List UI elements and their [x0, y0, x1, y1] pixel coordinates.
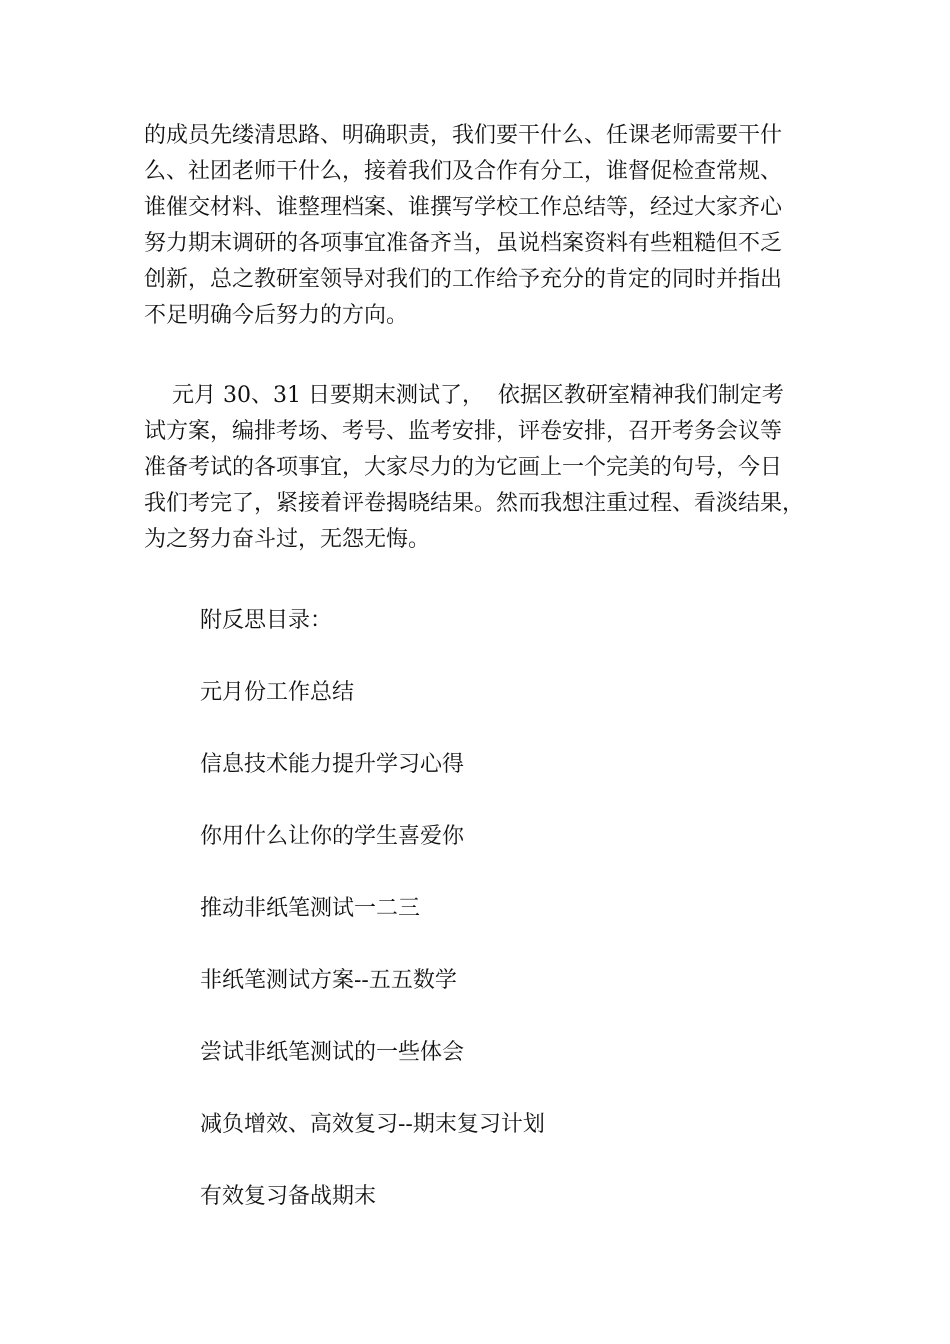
paragraph-line: 为之努力奋斗过，无怨无悔。 [144, 527, 431, 552]
paragraph-line: 努力期末调研的各项事宜准备齐当，虽说档案资料有些粗糙但不乏 [144, 231, 783, 256]
body-paragraph [144, 378, 834, 558]
body-paragraph [144, 118, 834, 334]
appendix-item: 推动非纸笔测试一二三 [200, 896, 421, 921]
appendix-item: 信息技术能力提升学习心得 [200, 752, 465, 777]
paragraph-line: 谁催交材料、谁整理档案、谁撰写学校工作总结等，经过大家齐心 [144, 195, 783, 220]
paragraph-line: 元月 30、31 日要期末测试了， 依据区教研室精神我们制定考 [144, 383, 784, 408]
appendix-item: 减负增效、高效复习--期末复习计划 [200, 1112, 545, 1137]
paragraph-line: 么、社团老师干什么，接着我们及合作有分工，谁督促检查常规、 [144, 159, 783, 184]
appendix-item: 尝试非纸笔测试的一些体会 [200, 1040, 465, 1065]
appendix-item: 元月份工作总结 [200, 680, 355, 705]
appendix-item: 有效复习备战期末 [200, 1184, 377, 1209]
paragraph-line: 不足明确今后努力的方向。 [144, 303, 409, 328]
appendix-item: 非纸笔测试方案--五五数学 [200, 968, 457, 993]
appendix-heading: 附反思目录： [200, 608, 333, 633]
appendix-item: 你用什么让你的学生喜爱你 [200, 824, 465, 849]
paragraph-line: 的成员先缕清思路、明确职责，我们要干什么、任课老师需要干什 [144, 123, 783, 148]
paragraph-line: 我们考完了，紧接着评卷揭晓结果。然而我想注重过程、看淡结果， [144, 491, 805, 516]
paragraph-line: 试方案，编排考场、考号、监考安排，评卷安排，召开考务会议等 [144, 419, 783, 444]
paragraph-line: 创新，总之教研室领导对我们的工作给予充分的肯定的同时并指出 [144, 267, 783, 292]
paragraph-line: 准备考试的各项事宜，大家尽力的为它画上一个完美的句号，今日 [144, 455, 783, 480]
